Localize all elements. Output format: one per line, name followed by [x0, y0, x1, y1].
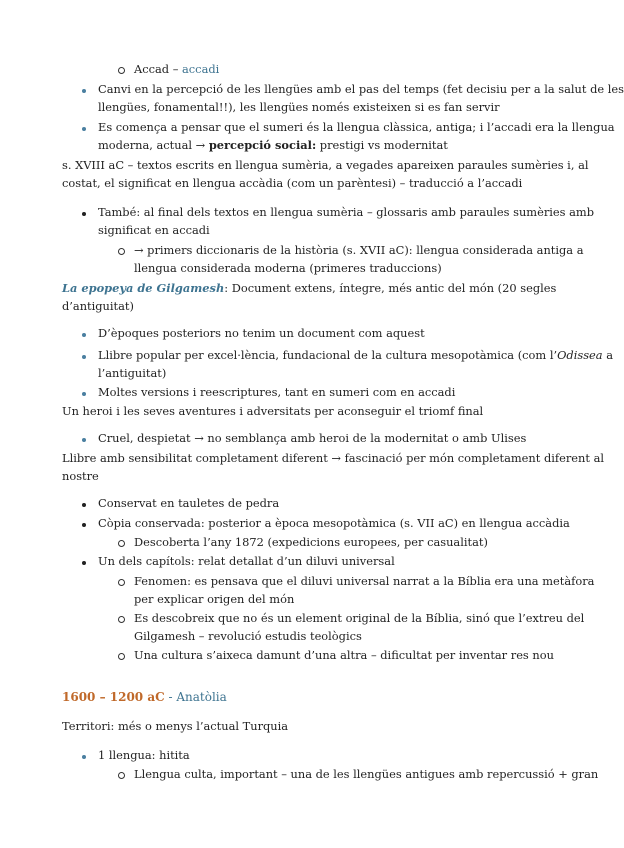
list-item-text: Un dels capítols: relat detallat d’un diluvi universal — [98, 554, 395, 568]
paragraph: Territori: més o menys l’actual Turquia — [62, 719, 289, 733]
list-item-text: Còpia conservada: posterior a època mesopotàmica (s. VII aC) en llengua accàdia — [98, 516, 570, 530]
list-item-text: Conservat en tauletes de pedra — [98, 496, 280, 510]
paragraph: nostre — [62, 469, 99, 483]
sub-item-accad: Accad – accadi — [134, 62, 220, 76]
paragraph: costat, el significat en llengua accàdia (com un parèntesi) – traducció a l’accadi — [62, 176, 523, 190]
paragraph: d’antiguitat) — [62, 299, 134, 313]
accadi-link[interactable]: accadi — [182, 62, 220, 76]
sub-item-text: llengua considerada moderna (primeres traduccions) — [134, 261, 442, 275]
sub-item-text: → primers diccionaris de la història (s. XVII aC): llengua considerada antiga a — [134, 243, 584, 257]
sub-item-text: Es descobreix que no és un element original de la Bíblia, sinó que l’extreu del — [134, 611, 585, 625]
sub-item-text: Una cultura s’aixeca damunt d’una altra – dificultat per inventar res nou — [134, 648, 554, 662]
sub-bullet — [118, 616, 125, 623]
bullet — [82, 89, 86, 93]
sub-bullet — [118, 67, 125, 74]
list-item-text: significat en accadi — [98, 223, 210, 237]
list-item-text: l’antiguitat) — [98, 366, 167, 380]
bullet — [82, 503, 86, 507]
sub-bullet — [118, 540, 125, 547]
bullet — [82, 561, 86, 565]
bullet — [82, 333, 86, 337]
paragraph: Llibre amb sensibilitat completament diferent → fascinació per món completament diferent al — [62, 451, 605, 465]
bullet — [82, 212, 86, 216]
section-heading: 1600 – 1200 aC - Anatòlia — [62, 690, 227, 704]
list-item-text: Canvi en la percepció de les llengües amb el pas del temps (fet decisiu per a la salut de les — [98, 82, 624, 96]
sub-item-text: Fenomen: es pensava que el diluvi universal narrat a la Bíblia era una metàfora — [134, 574, 595, 588]
list-item-text: D’èpoques posteriors no tenim un document com aquest — [98, 326, 425, 340]
list-item-text: També: al final dels textos en llengua sumèria – glossaris amb paraules sumèries amb — [98, 205, 595, 219]
bullet — [82, 755, 86, 759]
sub-item-text: Llengua culta, important – una de les llengües antigues amb repercussió + gran — [134, 767, 599, 781]
sub-item-text: Gilgamesh – revolució estudis teològics — [134, 629, 362, 643]
list-item-text: moderna, actual → percepció social: prestigi vs modernitat — [98, 138, 448, 152]
bullet — [82, 355, 86, 359]
sub-bullet — [118, 772, 125, 779]
sub-item-text: per explicar origen del món — [134, 592, 295, 606]
list-item-text: llengües, fonamental!!), les llengües només existeixen si es fan servir — [98, 100, 500, 114]
sub-item-text: Descoberta l’any 1872 (expedicions europees, per casualitat) — [134, 535, 488, 549]
list-item-text: Llibre popular per excel·lència, fundacional de la cultura mesopotàmica (com l’Odissea a — [98, 348, 614, 362]
paragraph: Un heroi i les seves aventures i adversitats per aconseguir el triomf final — [62, 404, 484, 418]
bullet — [82, 392, 86, 396]
list-item-text: Cruel, despietat → no semblança amb heroi de la modernitat o amb Ulises — [98, 431, 527, 445]
sub-bullet — [118, 653, 125, 660]
book-title: La epopeya de Gilgamesh — [62, 281, 225, 295]
sub-bullet — [118, 248, 125, 255]
list-item-text: 1 llengua: hitita — [98, 748, 190, 762]
paragraph-gilgamesh: La epopeya de Gilgamesh: Document extens, íntegre, més antic del món (20 segles — [62, 281, 557, 295]
list-item-text: Es comença a pensar que el sumeri és la llengua clàssica, antiga; i l’accadi era la llengua — [98, 120, 615, 134]
sub-bullet — [118, 579, 125, 586]
list-item-text: Moltes versions i reescriptures, tant en sumeri com en accadi — [98, 385, 456, 399]
paragraph: s. XVIII aC – textos escrits en llengua sumèria, a vegades apareixen paraules sumèries i, al — [62, 158, 589, 172]
bullet — [82, 438, 86, 442]
bullet — [82, 523, 86, 527]
bullet — [82, 127, 86, 131]
